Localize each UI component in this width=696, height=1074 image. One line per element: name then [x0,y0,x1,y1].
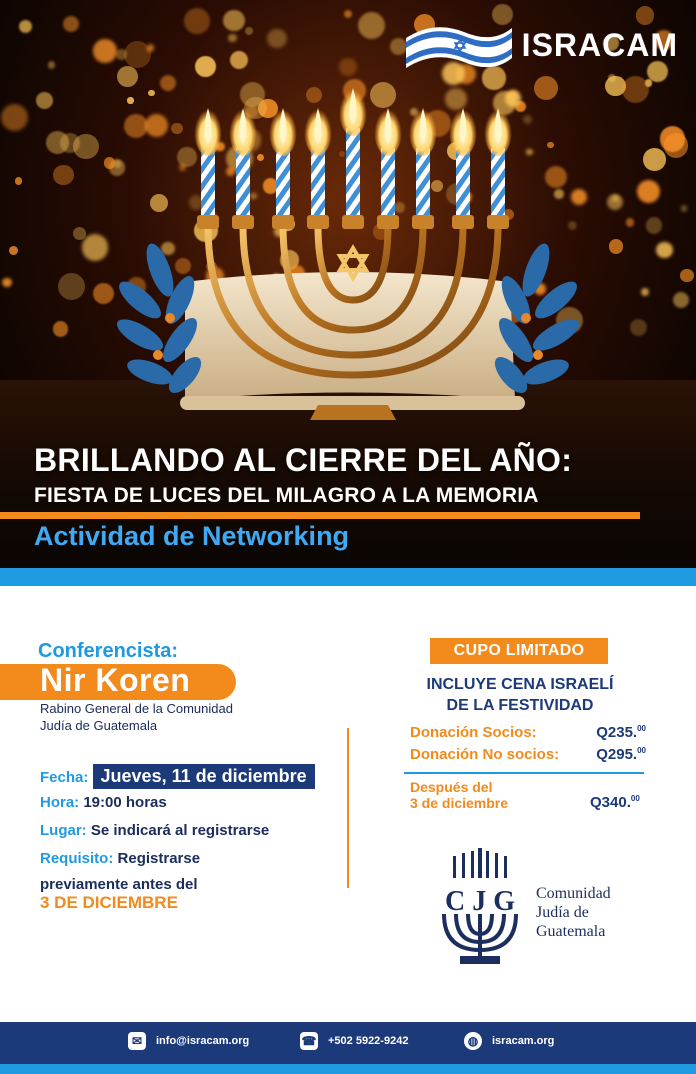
orange-rule [0,512,640,519]
candle [491,148,505,215]
footer-bottom-band [0,1064,696,1074]
date-row [40,764,315,789]
place-row [40,822,269,839]
menorah-base [310,405,396,420]
candles-group [194,84,512,229]
nonmembers-price [596,746,646,763]
candle [416,148,430,215]
nonmembers-price-amount: Q295. [596,746,638,763]
price-divider [404,772,644,774]
candle [276,148,290,215]
candle-cup [272,215,294,229]
israel-flag-icon [404,18,514,72]
blue-band [0,568,696,586]
isracam-logo [404,18,678,72]
laurel-right-icon [489,240,583,398]
speaker-role [40,700,280,734]
members-price-row [410,724,646,741]
speaker-name: Nir Koren [40,662,191,698]
after-price [590,794,640,811]
cjg-logo [430,848,530,970]
cjg-name-line3: Guatemala [536,923,606,940]
nonmembers-price-cents: 00 [637,746,646,755]
date-value: Jueves, 11 de diciembre [93,764,315,789]
candle-cup [232,215,254,229]
candle-cup [307,215,329,229]
nonmembers-label: Donación No socios: [410,746,560,763]
requirement-value: Registrarse [117,850,201,867]
web-contact[interactable] [464,1032,554,1050]
cjg-letters: C J G [445,886,515,917]
mail-icon: ✉ [128,1032,146,1050]
speaker-role-line2: Judía de Guatemala [40,718,158,733]
time-row [40,794,167,811]
includes-text [404,674,636,716]
candle-cup [487,215,509,229]
candle-cup [377,215,399,229]
email-text[interactable]: info@isracam.org [156,1035,250,1047]
requirement-row [40,850,200,867]
after-price-amount: Q340. [590,794,631,811]
includes-line2: DE LA FESTIVIDAD [446,697,594,714]
requirement-label: Requisito: [40,850,114,867]
candle-cup [342,215,364,229]
date-label: Fecha: [40,769,89,786]
speaker-title: Conferencista: [38,640,179,662]
place-label: Lugar: [40,822,87,839]
members-price [596,724,646,741]
candle [381,148,395,215]
candle-cup [197,215,219,229]
subheadline: FIESTA DE LUCES DEL MILAGRO A LA MEMORIA [34,484,539,507]
column-divider [347,728,349,888]
deadline: 3 DE DICIEMBRE [40,893,178,912]
headline: BRILLANDO AL CIERRE DEL AÑO: [34,442,573,478]
candle [201,148,215,215]
members-price-amount: Q235. [596,724,638,741]
nonmembers-price-row [410,746,646,763]
web-text[interactable]: isracam.org [492,1035,555,1047]
cjg-name [536,884,611,941]
after-line1: Después del [410,779,493,795]
networking-label: Actividad de Networking [34,521,350,551]
after-label [410,779,508,811]
candle [311,148,325,215]
candle-cup [412,215,434,229]
cjg-name-line1: Comunidad [536,885,611,902]
speaker-role-line1: Rabino General de la Comunidad [40,701,233,716]
email-contact[interactable] [128,1032,249,1050]
candle [456,148,470,215]
candle [236,148,250,215]
after-price-cents: 00 [630,794,640,803]
includes-line1: INCLUYE CENA ISRAELÍ [426,676,614,693]
candle-cup [452,215,474,229]
after-line2: 3 de diciembre [410,795,509,811]
limited-badge: CUPO LIMITADO [430,638,608,664]
brand-name: ISRACAM [521,26,678,63]
candle [346,128,360,215]
phone-icon: ☎ [301,1034,317,1048]
globe-icon: ◍ [464,1032,482,1050]
phone-text[interactable]: +502 5922-9242 [328,1035,409,1047]
place-value: Se indicará al registrarse [90,822,270,839]
cjg-name-line2: Judía de [536,904,589,921]
laurel-left-icon [112,240,206,398]
members-label: Donación Socios: [410,724,537,741]
phone-contact[interactable] [300,1032,408,1050]
time-value: 19:00 horas [83,794,167,811]
time-label: Hora: [40,794,80,811]
members-price-cents: 00 [637,724,646,733]
requirement-line2: previamente antes del [40,876,198,893]
